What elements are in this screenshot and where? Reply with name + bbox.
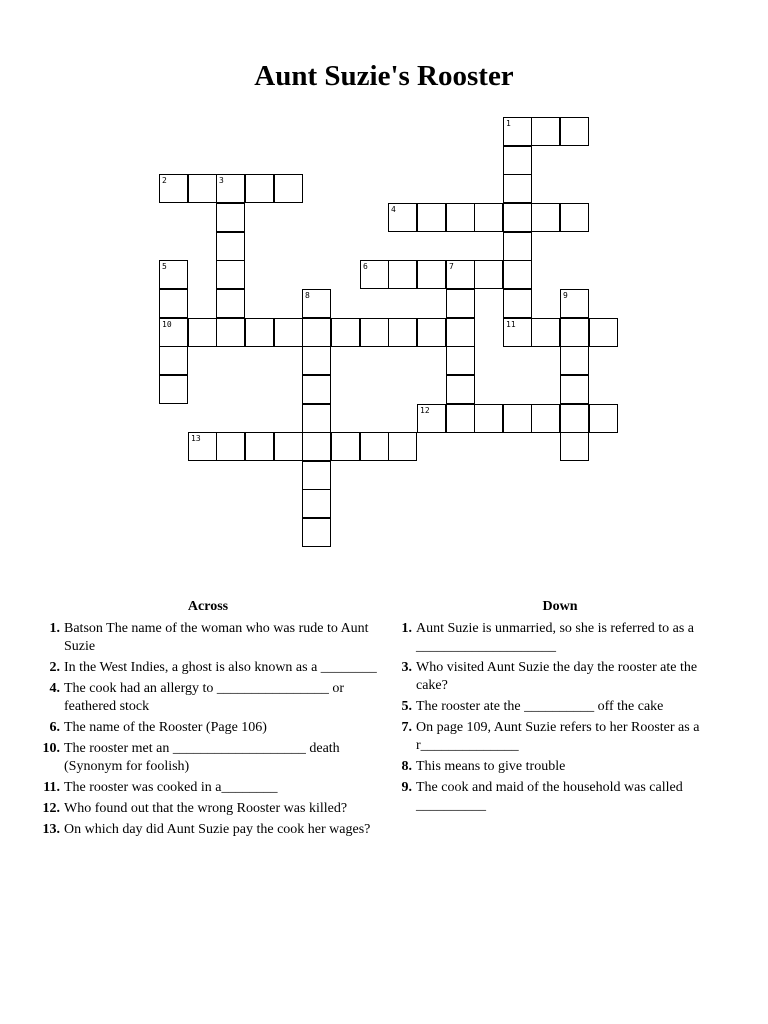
clue-number: 4.: [49, 681, 60, 696]
crossword-cell[interactable]: [216, 232, 245, 261]
crossword-cell[interactable]: [531, 117, 560, 146]
crossword-cell[interactable]: [503, 203, 532, 232]
across-clue: [38, 740, 378, 776]
crossword-cell[interactable]: [589, 404, 618, 433]
clue-text: On which day did Aunt Suzie pay the cook her wages?: [64, 822, 371, 837]
crossword-cell[interactable]: [188, 432, 217, 461]
crossword-cell[interactable]: [245, 432, 274, 461]
crossword-cell[interactable]: [388, 260, 417, 289]
crossword-cell[interactable]: [474, 404, 503, 433]
crossword-cell[interactable]: [560, 375, 589, 404]
crossword-cell[interactable]: [503, 232, 532, 261]
cell-number: 5: [162, 262, 167, 271]
clue-text: The cook had an allergy to ________________ or feathered stock: [64, 681, 345, 714]
crossword-cell[interactable]: [216, 174, 245, 203]
cell-number: 10: [162, 320, 172, 329]
crossword-cell[interactable]: [560, 203, 589, 232]
crossword-cell[interactable]: [560, 432, 589, 461]
crossword-cell[interactable]: [245, 318, 274, 347]
crossword-cell[interactable]: [560, 318, 589, 347]
across-clue: [38, 800, 378, 818]
crossword-cell[interactable]: [331, 318, 360, 347]
crossword-cell[interactable]: [302, 432, 331, 461]
crossword-cell[interactable]: [503, 289, 532, 318]
crossword-cell[interactable]: [503, 174, 532, 203]
crossword-cell[interactable]: [188, 318, 217, 347]
cell-number: 2: [162, 176, 167, 185]
crossword-cell[interactable]: [503, 404, 532, 433]
crossword-cell[interactable]: [274, 432, 303, 461]
crossword-cell[interactable]: [560, 346, 589, 375]
crossword-cell[interactable]: [302, 375, 331, 404]
clue-text: Who visited Aunt Suzie the day the rooster ate the cake?: [416, 660, 698, 693]
cell-number: 4: [391, 205, 396, 214]
down-clues: [390, 598, 730, 818]
crossword-cell[interactable]: [331, 432, 360, 461]
clue-number: 1.: [401, 621, 412, 636]
crossword-cell[interactable]: [503, 146, 532, 175]
cell-number: 13: [191, 434, 201, 443]
crossword-cell[interactable]: [503, 117, 532, 146]
crossword-cell[interactable]: [302, 318, 331, 347]
crossword-cell[interactable]: [302, 489, 331, 518]
clue-text: The name of the Rooster (Page 106): [64, 720, 267, 735]
down-clue: [390, 758, 730, 776]
crossword-cell[interactable]: [589, 318, 618, 347]
crossword-cell[interactable]: [417, 318, 446, 347]
crossword-cell[interactable]: [503, 318, 532, 347]
crossword-cell[interactable]: [159, 289, 188, 318]
clue-text: Aunt Suzie is unmarried, so she is referred to as a ____________________: [416, 621, 694, 654]
cell-number: 8: [305, 291, 310, 300]
crossword-cell[interactable]: [159, 174, 188, 203]
crossword-cell[interactable]: [446, 203, 475, 232]
crossword-cell[interactable]: [216, 318, 245, 347]
across-clue: [38, 620, 378, 656]
crossword-cell[interactable]: [360, 432, 389, 461]
clue-number: 8.: [401, 759, 412, 774]
crossword-cell[interactable]: [446, 318, 475, 347]
crossword-cell[interactable]: [302, 404, 331, 433]
crossword-cell[interactable]: [302, 346, 331, 375]
crossword-cell[interactable]: [302, 289, 331, 318]
clue-text: Who found out that the wrong Rooster was killed?: [64, 801, 348, 816]
down-clue: [390, 779, 730, 815]
crossword-cell[interactable]: [360, 260, 389, 289]
crossword-cell[interactable]: [216, 203, 245, 232]
crossword-cell[interactable]: [274, 174, 303, 203]
crossword-cell[interactable]: [446, 289, 475, 318]
clue-text: This means to give trouble: [416, 759, 566, 774]
down-clue: [390, 719, 730, 755]
across-clue: [38, 680, 378, 716]
cell-number: 7: [449, 262, 454, 271]
clue-number: 13.: [42, 822, 60, 837]
crossword-cell[interactable]: [216, 432, 245, 461]
across-clue: [38, 719, 378, 737]
crossword-cell[interactable]: [417, 260, 446, 289]
page-title: Aunt Suzie's Rooster: [254, 60, 514, 92]
across-clues: [38, 598, 378, 842]
crossword-cell[interactable]: [388, 318, 417, 347]
clue-number: 7.: [401, 720, 412, 735]
crossword-cell[interactable]: [216, 289, 245, 318]
crossword-cell[interactable]: [560, 404, 589, 433]
crossword-cell[interactable]: [417, 203, 446, 232]
crossword-cell[interactable]: [446, 404, 475, 433]
clue-number: 12.: [42, 801, 60, 816]
crossword-cell[interactable]: [159, 346, 188, 375]
crossword-cell[interactable]: [274, 318, 303, 347]
clue-number: 2.: [49, 660, 60, 675]
cell-number: 11: [506, 320, 516, 329]
cell-number: 3: [219, 176, 224, 185]
crossword-cell[interactable]: [560, 289, 589, 318]
clue-number: 6.: [49, 720, 60, 735]
crossword-cell[interactable]: [446, 346, 475, 375]
crossword-cell[interactable]: [531, 203, 560, 232]
clue-number: 10.: [42, 741, 60, 756]
crossword-cell[interactable]: [302, 461, 331, 490]
down-clue: [390, 659, 730, 695]
crossword-cell[interactable]: [531, 318, 560, 347]
across-clue: [38, 659, 378, 677]
crossword-cell[interactable]: [388, 432, 417, 461]
crossword-cell[interactable]: [159, 375, 188, 404]
crossword-cell[interactable]: [388, 203, 417, 232]
crossword-cell[interactable]: [159, 260, 188, 289]
crossword-cell[interactable]: [446, 375, 475, 404]
crossword-cell[interactable]: [159, 318, 188, 347]
clue-text: In the West Indies, a ghost is also known as a ________: [64, 660, 377, 675]
clue-number: 9.: [401, 780, 412, 795]
clue-number: 5.: [401, 699, 412, 714]
across-heading: Across: [187, 599, 229, 614]
crossword-cell[interactable]: [216, 260, 245, 289]
crossword-cell[interactable]: [531, 404, 560, 433]
crossword-cell[interactable]: [302, 518, 331, 547]
crossword-cell[interactable]: [560, 117, 589, 146]
clue-number: 11.: [43, 780, 60, 795]
cell-number: 12: [420, 406, 430, 415]
clue-text: The rooster met an ___________________ death (Synonym for foolish): [64, 741, 340, 774]
across-clue: [38, 779, 378, 797]
clue-text: Batson The name of the woman who was rude to Aunt Suzie: [64, 621, 369, 654]
crossword-cell[interactable]: [360, 318, 389, 347]
clue-number: 1.: [49, 621, 60, 636]
down-clue: [390, 698, 730, 716]
cell-number: 9: [563, 291, 568, 300]
down-clue: [390, 620, 730, 656]
cell-number: 6: [363, 262, 368, 271]
crossword-cell[interactable]: [188, 174, 217, 203]
crossword-cell[interactable]: [474, 203, 503, 232]
crossword-cell[interactable]: [245, 174, 274, 203]
crossword-cell[interactable]: [474, 260, 503, 289]
clue-text: The rooster was cooked in a________: [64, 780, 278, 795]
clue-number: 3.: [401, 660, 412, 675]
clue-text: On page 109, Aunt Suzie refers to her Rooster as a r______________: [416, 720, 700, 753]
across-clue: [38, 821, 378, 839]
crossword-cell[interactable]: [503, 260, 532, 289]
down-heading: Down: [542, 599, 578, 614]
cell-number: 1: [506, 119, 511, 128]
clue-text: The cook and maid of the household was called __________: [416, 780, 683, 813]
crossword-cell[interactable]: [417, 404, 446, 433]
clue-text: The rooster ate the __________ off the cake: [416, 699, 664, 714]
crossword-cell[interactable]: [446, 260, 475, 289]
